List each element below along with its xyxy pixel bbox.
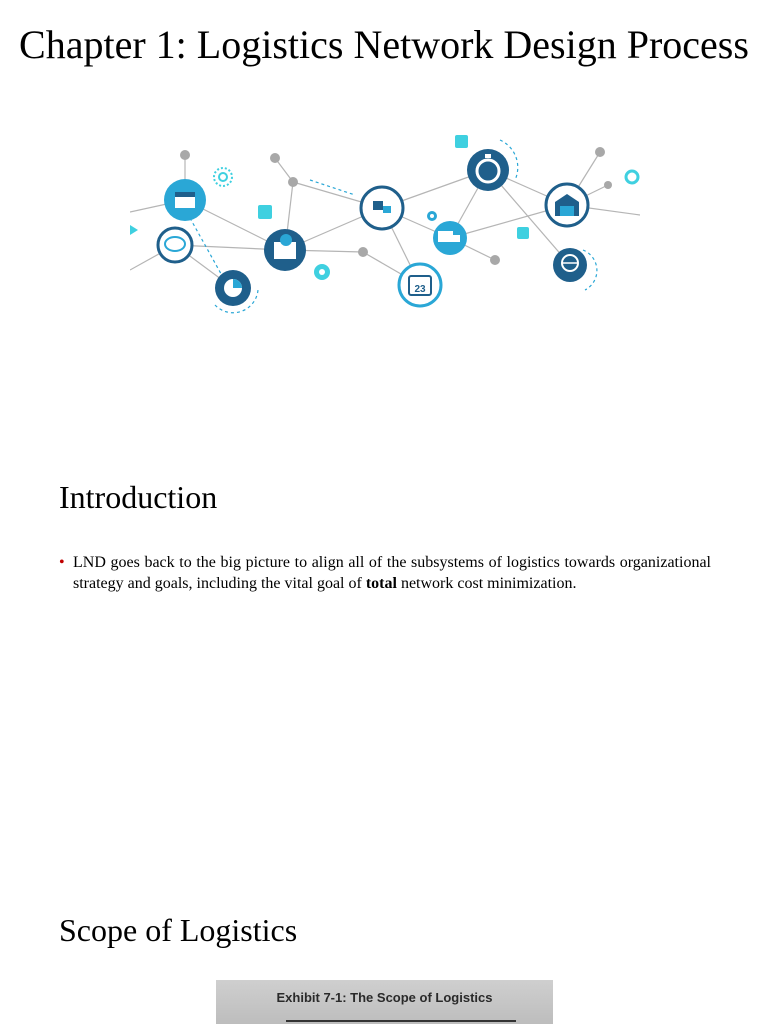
logistics-network-illustration (130, 130, 640, 320)
bullet-marker: • (59, 554, 65, 571)
bullet-text-start: LND goes back to the big picture to align all of the subsystems of logistics towards organizational strategy and goals, including the vital goal of (73, 554, 711, 592)
warehouse-icon (546, 184, 588, 226)
chat-icon (158, 228, 192, 262)
pie-chart-icon (215, 270, 251, 306)
exhibit-caption: Exhibit 7-1: The Scope of Logistics (276, 990, 493, 1005)
bullet-text-bold: total (365, 575, 397, 592)
bullet-text-end: network cost minimization. (396, 575, 577, 592)
scope-heading: Scope of Logistics (59, 912, 298, 948)
slide-title: Chapter 1: Logistics Network Design Process (19, 22, 749, 67)
exhibit-image (216, 980, 553, 1024)
calendar-icon (399, 264, 441, 306)
map-pin-icon (264, 229, 306, 271)
globe-icon (553, 248, 587, 282)
exhibit-divider (286, 1020, 516, 1022)
list-item (59, 552, 711, 594)
package-icon (164, 179, 206, 221)
delivery-truck-icon (433, 221, 467, 255)
introduction-bullet-list (59, 552, 711, 594)
stopwatch-icon (467, 149, 509, 191)
calendar-day: 23 (414, 284, 426, 295)
delivery-hand-icon (361, 187, 403, 229)
introduction-heading: Introduction (59, 479, 218, 515)
